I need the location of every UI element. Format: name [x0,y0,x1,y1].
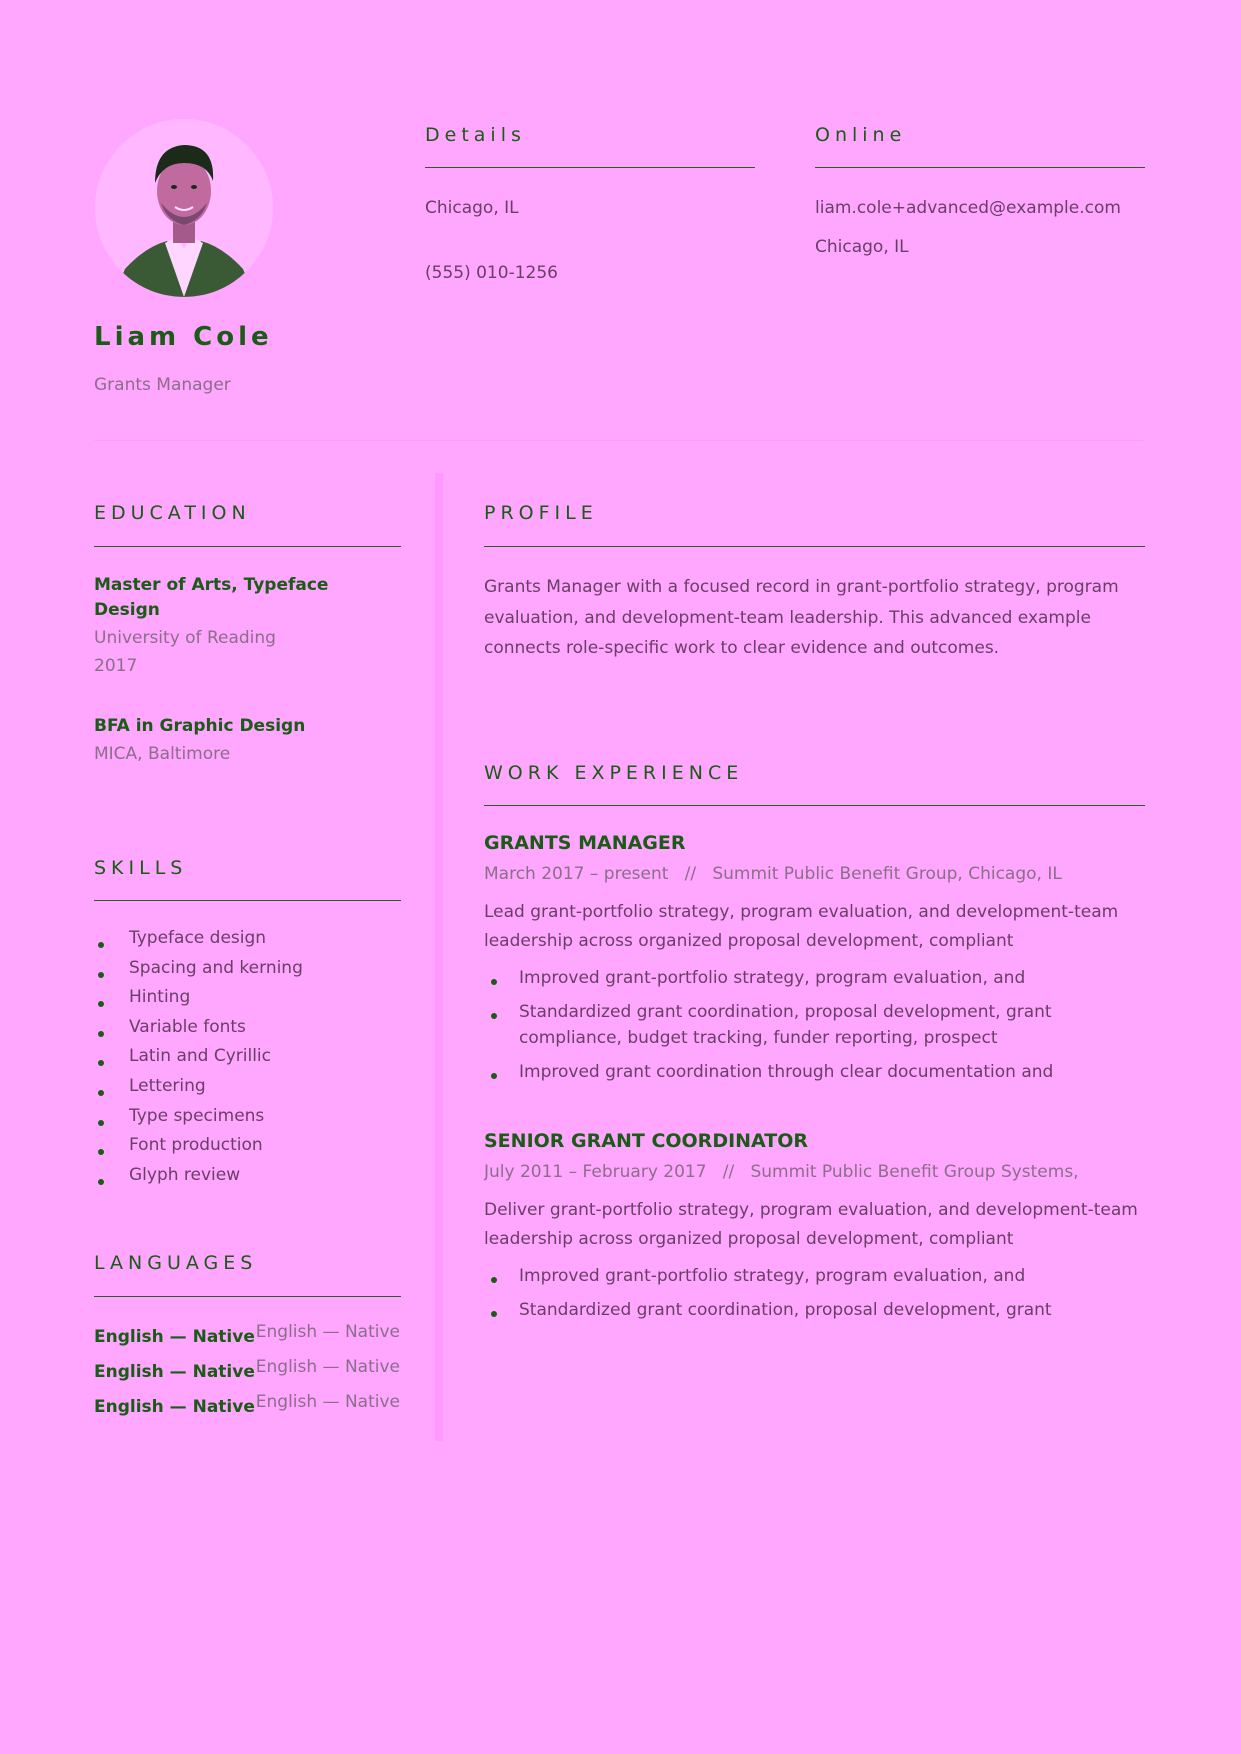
bullet-icon [98,972,104,978]
skills-list [94,928,394,1194]
details-divider [425,167,755,168]
bullet-icon [98,942,104,948]
job-description: Lead grant-portfolio strategy, program evaluation, and development-team leadership across organized proposal development, compliant [484,902,1119,951]
skill-item: Typeface design [94,928,394,958]
languages-divider [94,1296,401,1297]
bullet-icon [98,1060,104,1066]
language-level: English — Native [255,1357,400,1377]
language-level: English — Native [255,1392,400,1412]
bullet-icon [98,1179,104,1185]
online-heading: Online [815,124,907,146]
language-row [94,1322,400,1352]
job-company: Summit Public Benefit Group Systems, [750,1162,1079,1182]
job-dates: March 2017 – present [484,864,669,884]
education-entry [94,573,394,681]
skill-item: Lettering [94,1076,394,1106]
profile-photo [95,119,273,297]
bullet-icon [491,1277,497,1283]
bullet-icon [491,1311,497,1317]
skill-item: Latin and Cyrillic [94,1046,394,1076]
job-bullet: Standardized grant coordination, proposal development, grant [484,1297,1144,1328]
skill-item: Type specimens [94,1106,394,1136]
skill-item: Glyph review [94,1165,394,1195]
language-name: English — Native [94,1397,255,1417]
online-divider [815,167,1145,168]
candidate-title: Grants Manager [94,375,231,395]
language-level: English — Native [255,1322,400,1342]
job-description: Deliver grant-portfolio strategy, program evaluation, and development-team leadership across organized proposal development, compliant [484,1200,1138,1249]
email-link[interactable]: liam.cole+advanced@example.com [815,198,1121,218]
profile-heading: PROFILE [484,502,598,524]
language-name: English — Native [94,1362,255,1382]
job-bullet: Improved grant coordination through clear documentation and [484,1059,1144,1090]
language-row [94,1357,400,1387]
bullet-icon [491,979,497,985]
education-degree: BFA in Graphic Design [94,716,306,736]
profile-divider [484,546,1145,547]
meta-separator: // [722,1162,735,1182]
language-name: English — Native [94,1327,255,1347]
online-location: Chicago, IL [815,237,909,257]
education-divider [94,546,401,547]
bullet-icon [98,1001,104,1007]
skills-divider [94,900,401,901]
skill-item: Spacing and kerning [94,958,394,988]
profile-summary: Grants Manager with a focused record in grant-portfolio strategy, program evaluation, and development-team leadership. This advanced example connects role-specific work to clear evidence and outcomes. [484,577,1119,658]
work-divider [484,805,1145,806]
bullet-icon [98,1149,104,1155]
education-degree: Master of Arts, Typeface Design [94,575,329,620]
column-separator [435,473,443,1441]
job-title: GRANTS MANAGER [484,832,686,854]
details-phone: (555) 010-1256 [425,263,558,283]
job-meta [484,864,1062,884]
bullet-icon [491,1073,497,1079]
bullet-icon [98,1031,104,1037]
job-meta [484,1162,1079,1188]
details-heading: Details [425,124,526,146]
bullet-icon [491,1013,497,1019]
skill-item: Variable fonts [94,1017,394,1047]
job-bullet: Improved grant-portfolio strategy, program evaluation, and [484,965,1144,996]
job-bullet: Standardized grant coordination, proposal development, grant compliance, budget tracking, funder reporting, prospect [484,999,1144,1056]
skill-item: Hinting [94,987,394,1017]
languages-heading: LANGUAGES [94,1252,258,1274]
details-location: Chicago, IL [425,198,519,218]
bullet-icon [98,1120,104,1126]
candidate-name: Liam Cole [94,322,273,352]
bullet-icon [98,1090,104,1096]
education-school: University of Reading [94,628,276,648]
job-title: SENIOR GRANT COORDINATOR [484,1130,809,1152]
job-company: Summit Public Benefit Group, Chicago, IL [712,864,1062,884]
education-entry [94,714,394,769]
education-heading: EDUCATION [94,502,251,524]
language-row [94,1392,400,1422]
work-heading: WORK EXPERIENCE [484,762,744,784]
education-school: MICA, Baltimore [94,744,231,764]
skill-item: Font production [94,1135,394,1165]
meta-separator: // [684,864,697,884]
job-bullet: Improved grant-portfolio strategy, program evaluation, and [484,1263,1144,1294]
header-divider [94,440,1145,441]
job-dates: July 2011 – February 2017 [484,1162,707,1182]
education-year: 2017 [94,656,138,676]
skills-heading: SKILLS [94,857,188,879]
